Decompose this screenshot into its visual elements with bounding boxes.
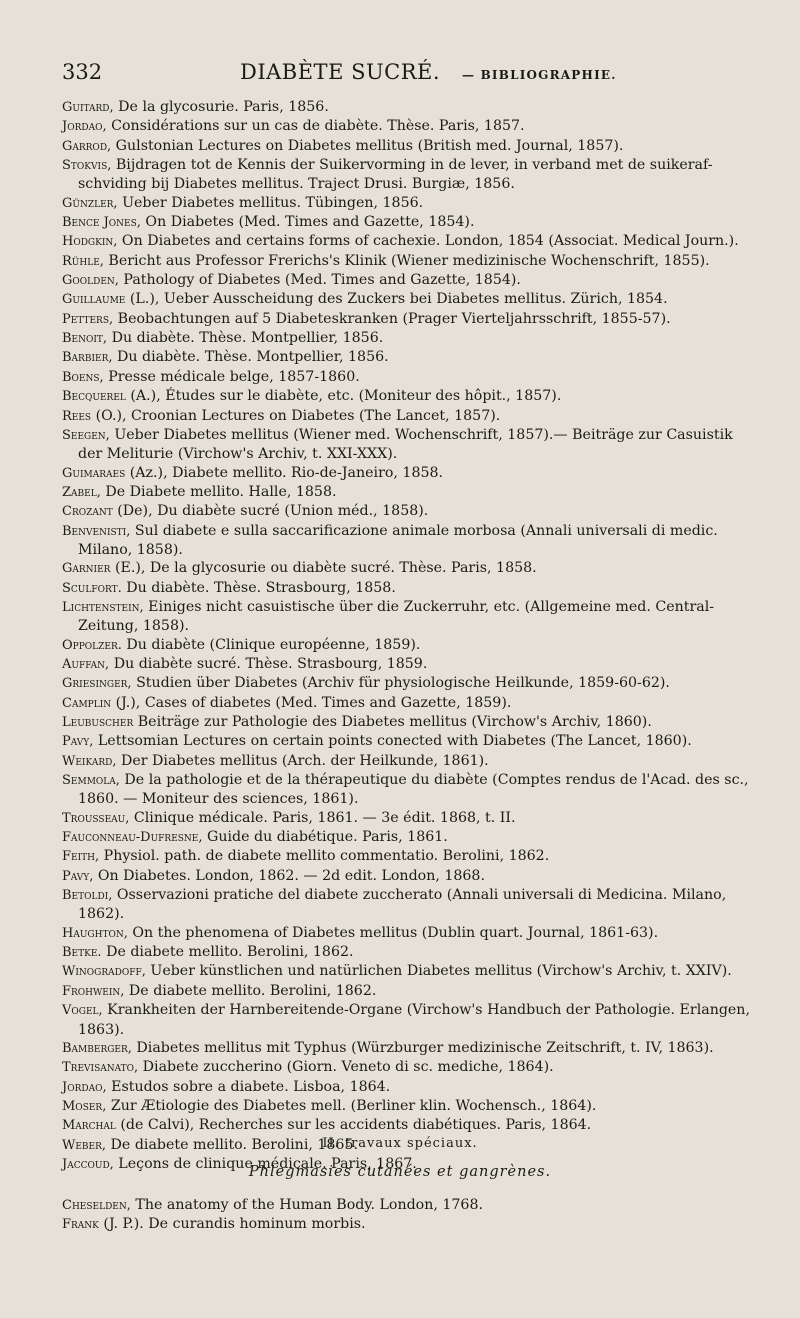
entry-text: De la pathologie et de la thérapeutique du diabète (Comptes rendus de l'Acad. des sc., 1860. — Moniteur des sciences, 1861). [78,772,749,808]
entry-text: (Az.), Diabete mellito. Rio-de-Janeiro, 1858. [125,464,444,481]
entry-author: Pavy, [62,734,94,750]
entry-text: Lettsomian Lectures on certain points conected with Diabetes (The Lancet, 1860). [93,733,692,750]
bibliography-entry [62,232,754,251]
bibliography-entry [62,943,754,962]
bibliography-entry [62,924,754,943]
entry-author: Benvenisti, [62,523,131,539]
section-title: II. travaux spéciaux. [322,1136,478,1151]
bibliography-entry [62,886,754,924]
bibliography-entry [62,407,754,426]
bibliography-entry [62,1196,754,1215]
bibliography-entry [62,1215,754,1234]
entry-author: Auffan, [62,656,110,672]
entry-text: (E.), De la glycosurie ou diabète sucré. Thèse. Paris, 1858. [110,560,537,577]
entry-author: Lichtenstein, [62,599,144,615]
entry-author: Cheselden, [62,1198,131,1213]
bibliography-entry [62,809,754,828]
entry-text: Studien über Diabetes (Archiv für physiologische Heilkunde, 1859-60-62). [131,675,670,692]
section-subtitle: Phlegmasies cutanées et gangrènes. [248,1164,552,1180]
entry-author: Betke. [62,945,102,961]
entry-author: Semmola, [62,773,120,789]
entry-text: De diabete mellito. Berolini, 1862. [124,982,377,999]
entry-author: Garrod, [62,138,112,154]
entry-author: Leubuscher [62,715,134,730]
bibliography-entry [62,655,754,674]
entry-text: Leçons de clinique médicale. Paris, 1867. [113,1155,417,1172]
bibliography-entry [62,194,754,213]
bibliography-entry [62,464,754,483]
entry-author: Feith, [62,849,100,865]
entry-text: Bericht aus Professor Frerichs's Klinik (Wiener medizinische Wochenschrift, 1855). [103,252,710,269]
entry-author: Frohwein, [62,983,125,999]
bibliography-entry [62,310,754,329]
entry-text: Physiol. path. de diabete mellito commentatio. Berolini, 1862. [99,848,550,865]
entry-text: De diabete mellito. Berolini, 1862. [101,944,354,961]
entry-author: Zabel, [62,484,101,500]
bibliography-entry [62,1116,754,1135]
bibliography-entry [62,426,754,464]
entry-text: On Diabetes (Med. Times and Gazette, 1854). [140,214,475,231]
entry-author: Marchal [62,1118,116,1134]
entry-author: Betoldi, [62,888,113,904]
entry-text: Zur Ætiologie des Diabetes mell. (Berliner klin. Wochensch., 1864). [106,1097,597,1114]
entry-text: Ueber Diabetes mellitus (Wiener med. Wochenschrift, 1857).— Beiträge zur Casuistik der Meliturie (Virchow's Archiv, t. XXI-XXX). [78,426,733,463]
entry-author: Goolden, [62,273,119,289]
entry-author: Jordao, [62,1079,107,1095]
entry-text: Ueber künstlichen und natürlichen Diabetes mellitus (Virchow's Archiv, t. XXIV). [145,963,732,980]
entry-text: Du diabète (Clinique européenne, 1859). [121,636,421,653]
bibliography-entry [62,137,754,156]
entry-text: On Diabetes and certains forms of cachexie. London, 1854 (Associat. Medical Journ.). [117,233,739,250]
bibliography-entry [62,522,754,560]
entry-author: Hodgkin, [62,234,118,250]
entry-author: Vogel, [62,1003,103,1019]
entry-text: Sul diabete e sulla saccarificazione animale morbosa (Annali universali di medic. Milano, 1858). [78,522,718,558]
bibliography-entry [62,98,754,117]
entry-author: Rees [62,408,92,424]
entry-author: Guillaume [62,292,126,308]
entry-author: Trousseau, [62,810,130,826]
bibliography-entry [62,1078,754,1097]
running-subtitle: — BIBLIOGRAPHIE. [462,68,617,82]
entry-author: Rühle, [62,253,104,269]
entry-text: Der Diabetes mellitus (Arch. der Heilkunde, 1861). [116,752,489,769]
entry-author: Haughton, [62,925,128,941]
entry-text: Bijdragen tot de Kennis der Suikervorming in de lever, in verband met de suikeraf-schviding bij Diabetes mellitus. Traject Drusi. Burgiæ, 1856. [78,157,713,193]
entry-author: Günzler, [62,195,118,211]
entry-text: (de Calvi), Recherches sur les accidents diabétiques. Paris, 1864. [115,1117,592,1134]
bibliography-entry [62,771,754,809]
bibliography-entry [62,156,754,194]
bibliography-entry [62,271,754,290]
entry-text: Presse médicale belge, 1857-1860. [103,368,360,385]
entry-author: Weikard, [62,753,117,769]
entry-author: Stokvis, [62,158,112,174]
bibliography-entry [62,213,754,232]
bibliography-entry [62,752,754,771]
entry-author: Oppolzer. [62,637,122,653]
bibliography-entry [62,674,754,693]
bibliography-entry [62,1039,754,1058]
bibliography-entry [62,694,754,713]
bibliography-entry [62,290,754,309]
entry-text: Considérations sur un cas de diabète. Thèse. Paris, 1857. [106,118,525,135]
entry-text: Pathology of Diabetes (Med. Times and Gazette, 1854). [118,272,521,289]
entry-author: Guimaraes [62,465,126,481]
entry-text: Krankheiten der Harnbereitende-Organe (Virchow's Handbuch der Pathologie. Erlangen, 1863). [78,1002,750,1038]
bibliography-entry [62,1001,754,1039]
bibliography-list [62,98,754,1174]
entry-text: (De), Du diabète sucré (Union méd., 1858). [112,503,429,520]
entry-author: Winogradoff, [62,964,146,980]
bibliography-entry [62,559,754,578]
bibliography-entry [62,598,754,636]
entry-text: Diabetes mellitus mit Typhus (Würzburger medizinische Zeitschrift, t. IV, 1863). [131,1039,714,1056]
entry-author: Trevisanato, [62,1060,139,1076]
bibliography-entry [62,348,754,367]
entry-text: Guide du diabétique. Paris, 1861. [202,829,448,846]
entry-author: Moser, [62,1098,107,1114]
entry-text: Ueber Diabetes mellitus. Tübingen, 1856. [117,194,424,211]
entry-text: Estudos sobre a diabete. Lisboa, 1864. [106,1078,391,1095]
entry-text: (J.), Cases of diabetes (Med. Times and Gazette, 1859). [111,694,512,711]
bibliography-entry [62,579,754,598]
entry-text: Clinique médicale. Paris, 1861. — 3e édit. 1868, t. II. [129,809,516,826]
entry-author: Garnier [62,561,111,577]
entry-author: Sculfort. [62,580,122,596]
entry-author: Fauconneau-Dufresne, [62,830,203,846]
entry-text: On the phenomena of Diabetes mellitus (Dublin quart. Journal, 1861-63). [127,924,659,941]
entry-author: Bence Jones, [62,215,141,231]
entry-text: Gulstonian Lectures on Diabetes mellitus (British med. Journal, 1857). [111,137,624,154]
bibliography-entry [62,368,754,387]
entry-text: (A.), Études sur le diabète, etc. (Moniteur des hôpit., 1857). [125,388,562,405]
section-entry-list [62,1196,754,1234]
bibliography-entry [62,1097,754,1116]
bibliography-entry [62,732,754,751]
entry-text: Du diabète. Thèse. Montpellier, 1856. [112,349,389,366]
entry-text: Diabete zuccherino (Giorn. Veneto di sc. mediche, 1864). [138,1059,554,1076]
entry-author: Crozant [62,504,113,520]
entry-text: Beobachtungen auf 5 Diabeteskranken (Prager Vierteljahrsschrift, 1855-57). [113,310,671,327]
page-header [62,60,752,92]
entry-author: Weber, [62,1137,107,1153]
entry-text: Du diabète. Thèse. Montpellier, 1856. [107,330,384,347]
entry-text: De Diabete mellito. Halle, 1858. [100,483,337,500]
bibliography-entry [62,1058,754,1077]
entry-author: Boens, [62,369,104,385]
entry-author: Guitard, [62,100,114,115]
entry-author: Griesinger, [62,676,132,692]
bibliography-entry [62,828,754,847]
bibliography-entry [62,502,754,521]
running-title: DIABÈTE SUCRÉ. [240,60,441,84]
bibliography-entry [62,713,754,732]
bibliography-entry [62,847,754,866]
entry-text: The anatomy of the Human Body. London, 1768. [130,1197,483,1213]
bibliography-entry [62,329,754,348]
entry-author: Camplin [62,695,112,711]
entry-author: Pavy, [62,868,94,884]
bibliography-entry [62,636,754,655]
entry-text: (L.), Ueber Ausscheidung des Zuckers bei Diabetes mellitus. Zürich, 1854. [125,291,668,308]
entry-text: (J. P.). De curandis hominum morbis. [98,1216,366,1232]
entry-author: Jaccoud, [62,1156,114,1172]
page-number: 332 [62,60,103,84]
entry-author: Petters, [62,311,114,327]
entry-author: Seegen, [62,427,110,443]
entry-text: Osservazioni pratiche del diabete zuccherato (Annali universali di Medicina. Milano, 1862). [78,887,727,923]
entry-text: De la glycosurie. Paris, 1856. [113,99,329,115]
bibliography-entry [62,483,754,502]
entry-author: Barbier, [62,350,113,366]
entry-author: Benoit, [62,331,108,347]
bibliography-entry [62,962,754,981]
entry-author: Frank [62,1217,99,1232]
entry-text: Du diabète sucré. Thèse. Strasbourg, 1859. [109,655,428,672]
bibliography-entry [62,252,754,271]
entry-text: On Diabetes. London, 1862. — 2d edit. London, 1868. [93,867,485,884]
entry-text: Du diabète. Thèse. Strasbourg, 1858. [121,579,396,596]
entry-text: De diabete mellito. Berolini, 1865. [106,1136,358,1153]
entry-author: Bamberger, [62,1040,132,1056]
bibliography-entry [62,387,754,406]
entry-text: Beiträge zur Pathologie des Diabetes mellitus (Virchow's Archiv, 1860). [133,714,652,730]
entry-author: Becquerel [62,389,126,405]
entry-text: (O.), Croonian Lectures on Diabetes (The Lancet, 1857). [91,407,501,424]
bibliography-entry [62,982,754,1001]
bibliography-entry [62,117,754,136]
bibliography-entry [62,867,754,886]
entry-author: Jordao, [62,119,107,135]
entry-text: Einiges nicht casuistische über die Zuckerruhr, etc. (Allgemeine med. Central-Zeitung, 1858). [78,598,715,635]
